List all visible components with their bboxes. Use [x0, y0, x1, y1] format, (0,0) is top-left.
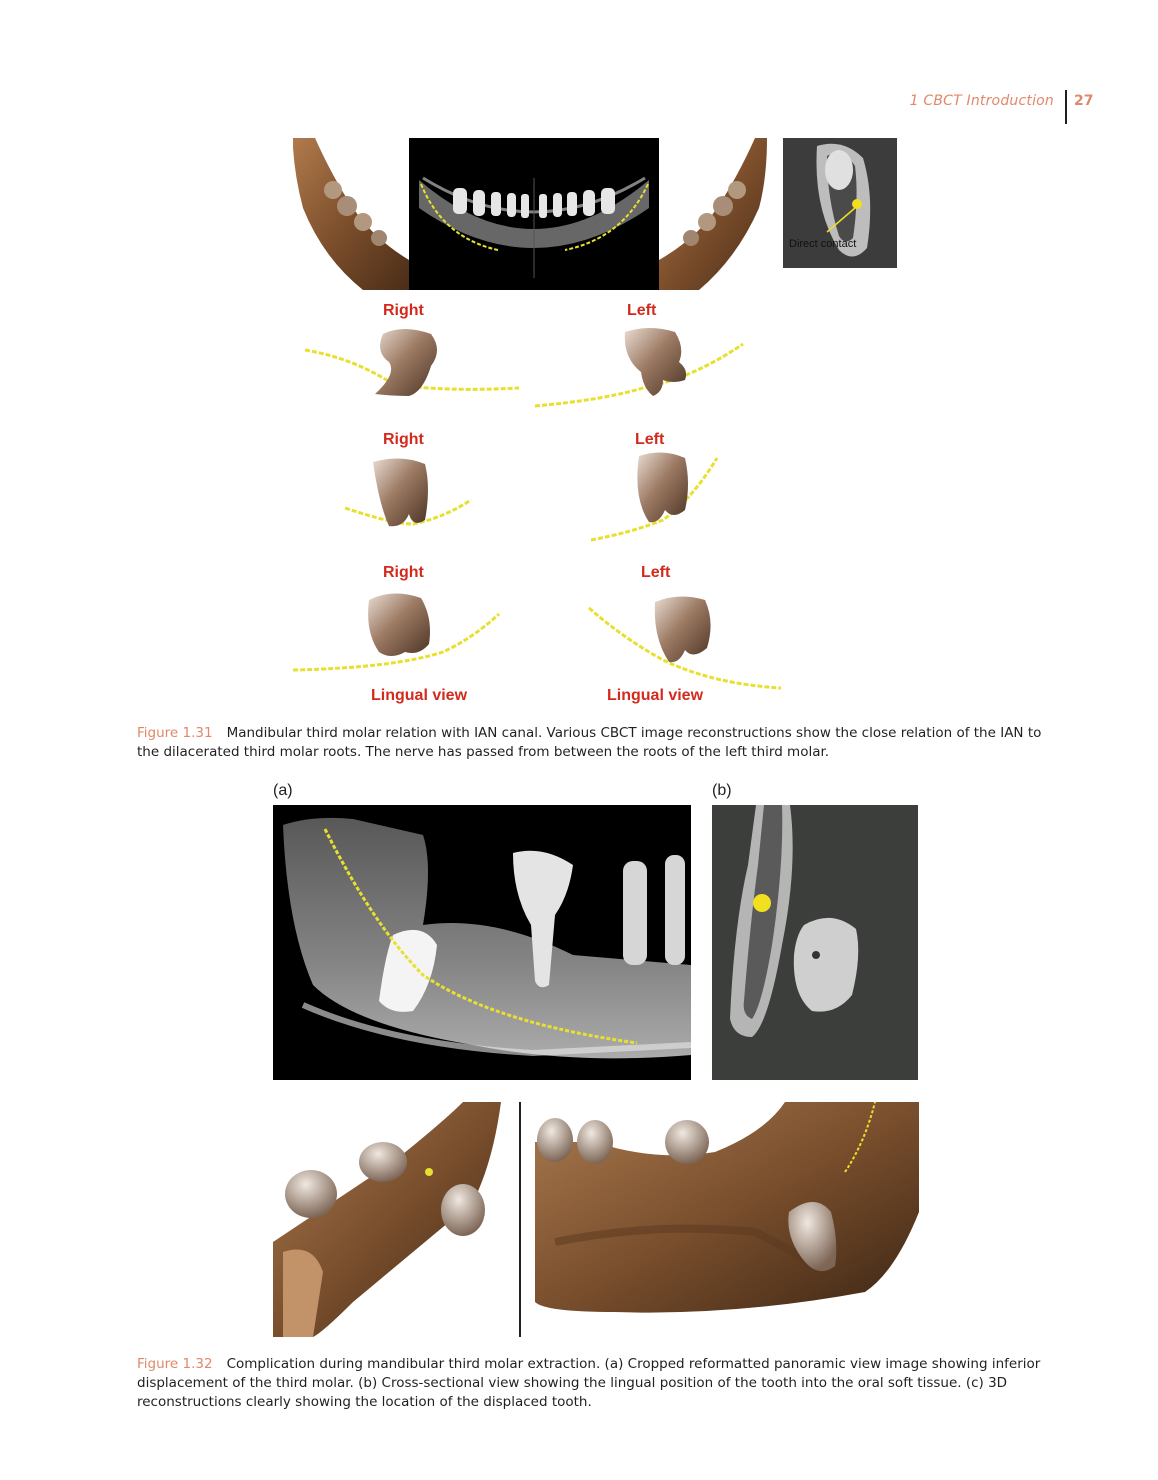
view-label-left-1: Left: [627, 302, 657, 319]
page-number: 27: [1074, 93, 1094, 109]
header-divider: [1065, 90, 1067, 124]
reconstruction-3d-lateral-image: [535, 1102, 919, 1316]
figure-131-caption: [137, 724, 1057, 762]
figure-131-top-strip: [293, 138, 781, 290]
direct-contact-annotation: Direct contact: [789, 238, 857, 250]
running-header-title: 1 CBCT Introduction: [909, 93, 1054, 109]
view-label-left-3: Left: [641, 564, 671, 581]
view-label-right-2: Right: [383, 431, 424, 448]
figure-132-number: Figure 1.32: [137, 1356, 213, 1372]
panel-c-divider: [519, 1102, 521, 1337]
figure-1-31: [293, 138, 857, 704]
panoramic-image: [409, 138, 659, 290]
panel-a-label: (a): [273, 782, 293, 799]
view-label-right-1: Right: [383, 302, 424, 319]
figure-131-number: Figure 1.31: [137, 725, 213, 741]
jaw-3d-right-image: [293, 138, 409, 290]
figure-131-caption-text: Mandibular third molar relation with IAN canal. Various CBCT image reconstructions show the close relation of the IAN to the dilacerated third molar roots. The nerve has passed from between the roots of the left third molar.: [137, 725, 1042, 760]
reconstruction-3d-occlusal-image: [273, 1102, 501, 1337]
view-label-left-2: Left: [635, 431, 665, 448]
lingual-view-label-left: Lingual view: [371, 687, 468, 704]
figure-132-caption-text: Complication during mandibular third molar extraction. (a) Cropped reformatted panoramic view image showing inferior displacement of the third molar. (b) Cross-sectional view showing the lingual position of the tooth into the oral soft tissue. (c) 3D reconstructions clearly showing the location of the displaced tooth.: [137, 1356, 1041, 1410]
figure-132-caption: [137, 1355, 1057, 1412]
view-label-right-3: Right: [383, 564, 424, 581]
lingual-view-label-right: Lingual view: [607, 687, 704, 704]
panoramic-crop-image: [273, 805, 691, 1080]
cross-section-thumbnail: [783, 138, 897, 268]
panel-b-label: (b): [712, 782, 732, 799]
figure-131-tooth-renderings: [293, 288, 781, 698]
jaw-3d-left-image: [659, 138, 767, 290]
cross-sectional-image: [712, 805, 918, 1080]
